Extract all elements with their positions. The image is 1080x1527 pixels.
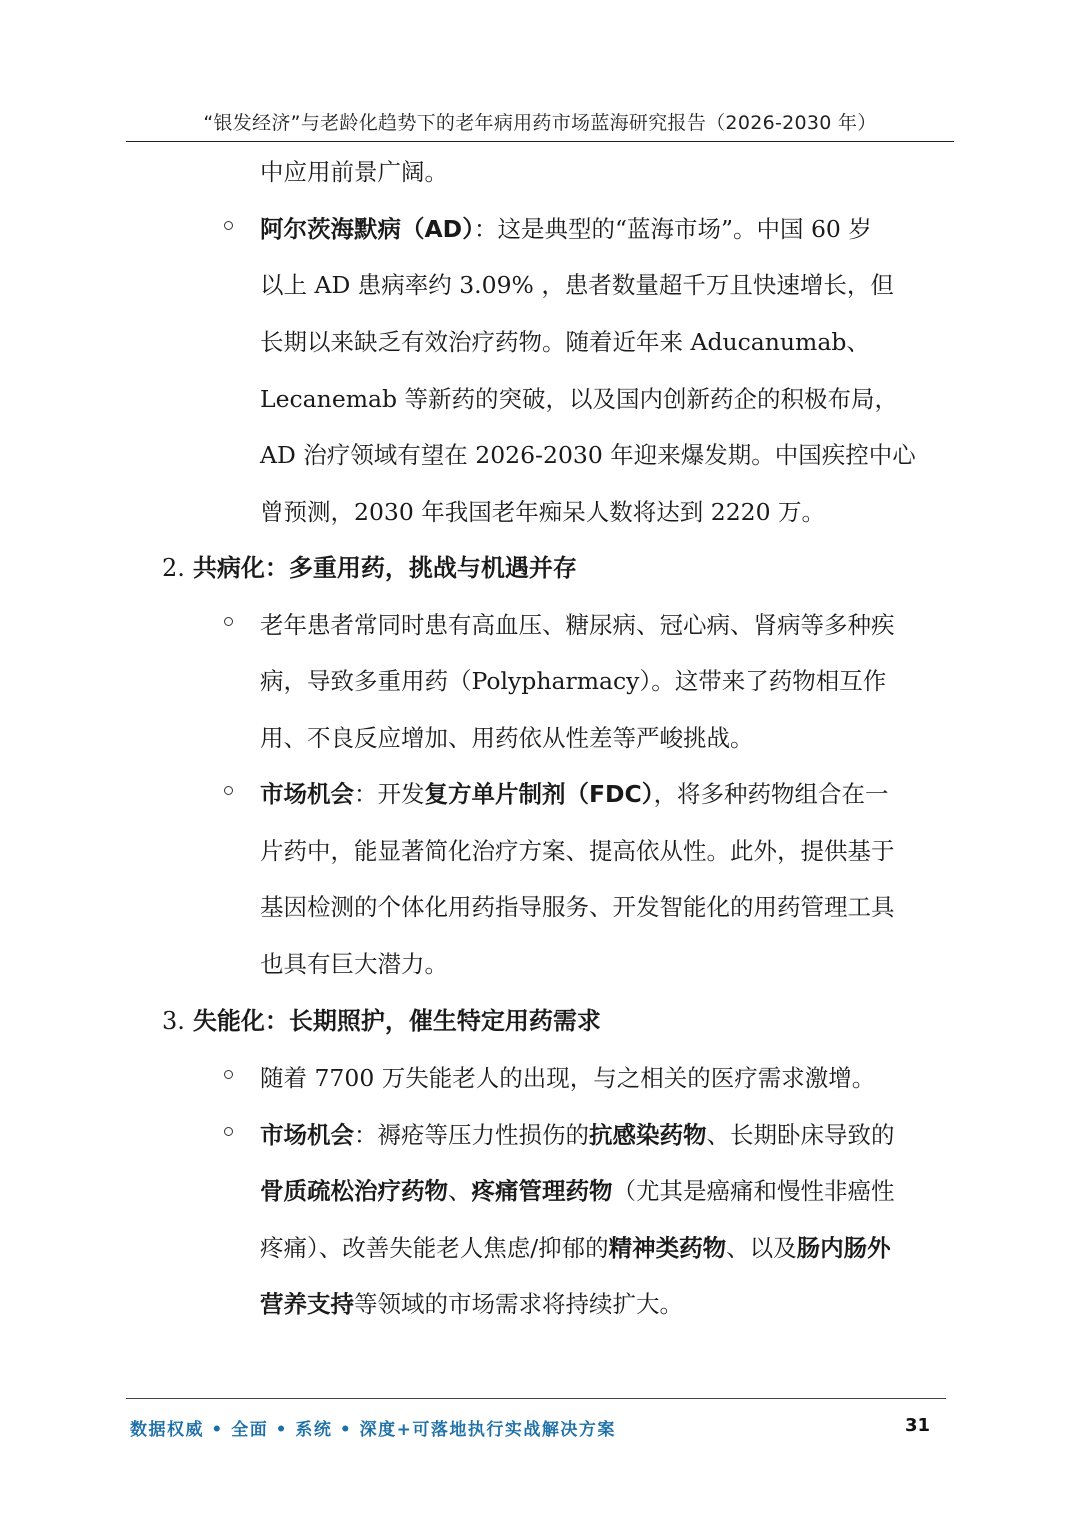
continuation-text: 中应用前景广阔。 [260, 158, 448, 186]
s2-item2-rest: ，将多种药物组合在一 [653, 780, 889, 808]
report-header-title: “银发经济”与老龄化趋势下的老年病用药市场蓝海研究报告（2026-2030 年） [203, 112, 877, 134]
section-2-title: 共病化：多重用药，挑战与机遇并存 [192, 554, 577, 582]
s3-item2-bold-anti-infective: 抗感染药物 [589, 1121, 707, 1149]
s3-item2-line-1 [260, 1120, 895, 1150]
ad-label: 阿尔茨海默病（AD） [260, 215, 474, 243]
section-3-number: 3. [162, 1007, 185, 1035]
s3-item2-text-4b: 等领域的市场需求将持续扩大。 [354, 1290, 683, 1318]
bullet-circle-icon [224, 215, 236, 227]
s3-item2-text-2d: （尤其是癌痛和慢性非癌性 [612, 1177, 895, 1205]
ad-line-2: 以上 AD 患病率约 3.09% ，患者数量超千万且快速增长，但 [260, 271, 894, 299]
s3-item2-line-3 [260, 1233, 891, 1263]
section-3-heading [162, 1006, 601, 1036]
section-3-title: 失能化：长期照护，催生特定用药需求 [192, 1007, 601, 1035]
s3-item2-label: 市场机会 [260, 1121, 354, 1149]
s3-item2-line-2 [260, 1176, 895, 1206]
s2-item1-line-1: 老年患者常同时患有高血压、糖尿病、冠心病、肾病等多种疾 [260, 611, 895, 639]
s3-item2-text-3a: 疼痛）、改善失能老人焦虑/抑郁的 [260, 1234, 609, 1262]
s3-item2-line-4 [260, 1289, 683, 1319]
section-2-number: 2. [162, 554, 185, 582]
s2-item2-label: 市场机会 [260, 780, 354, 808]
s3-item2-bold-psychiatric: 精神类药物 [608, 1234, 727, 1262]
page-number: 31 [905, 1415, 931, 1436]
s2-item2-fdc: 复方单片制剂（FDC） [424, 780, 654, 808]
s3-item2-text-3c: 、以及 [726, 1234, 797, 1262]
bullet-circle-icon [224, 1121, 236, 1133]
s2-item2-sep: ：开发 [354, 780, 425, 808]
ad-line-3: 长期以来缺乏有效治疗药物。随着近年来 Aducanumab、 [260, 328, 870, 356]
s3-item2-text-2b: 、 [448, 1177, 472, 1205]
ad-line-4: Lecanemab 等新药的突破，以及国内创新药企的积极布局， [260, 385, 899, 413]
ad-line-6: 曾预测，2030 年我国老年痴呆人数将达到 2220 万。 [260, 498, 826, 526]
ad-sep: ： [473, 215, 498, 243]
s3-item2-bold-enteral: 肠内肠外 [796, 1234, 891, 1262]
section-2-heading [162, 553, 577, 583]
s2-item1-line-2: 病，导致多重用药（Polypharmacy）。这带来了药物相互作 [260, 667, 887, 695]
bullet-circle-icon [224, 780, 236, 792]
bullet-circle-icon [224, 611, 236, 623]
s2-item2-line-2: 片药中，能显著简化治疗方案、提高依从性。此外，提供基于 [260, 837, 895, 865]
s3-item2-bold-pain: 疼痛管理药物 [471, 1177, 613, 1205]
s3-item2-bold-osteoporosis: 骨质疏松治疗药物 [260, 1177, 448, 1205]
ad-line-1 [260, 214, 872, 244]
ad-line-5: AD 治疗领域有望在 2026-2030 年迎来爆发期。中国疾控中心 [260, 441, 916, 469]
bullet-circle-icon [224, 1064, 236, 1076]
s2-item2-line-4: 也具有巨大潜力。 [260, 950, 448, 978]
ad-text-1: 这是典型的“蓝海市场”。中国 60 岁 [497, 215, 872, 243]
s3-item1-line-1: 随着 7700 万失能老人的出现，与之相关的医疗需求激增。 [260, 1064, 876, 1092]
footer-tagline: 数据权威 • 全面 • 系统 • 深度+可落地执行实战解决方案 [130, 1420, 616, 1440]
header-divider [126, 141, 954, 142]
s3-item2-bold-nutrition: 营养支持 [260, 1290, 354, 1318]
s3-item2-text-1a: ：褥疮等压力性损伤的 [354, 1121, 589, 1149]
s2-item1-line-3: 用、不良反应增加、用药依从性差等严峻挑战。 [260, 724, 754, 752]
s2-item2-line-1 [260, 779, 889, 809]
s3-item2-text-1c: 、长期卧床导致的 [706, 1121, 895, 1149]
s2-item2-line-3: 基因检测的个体化用药指导服务、开发智能化的用药管理工具 [260, 893, 895, 921]
footer-divider [126, 1398, 946, 1399]
